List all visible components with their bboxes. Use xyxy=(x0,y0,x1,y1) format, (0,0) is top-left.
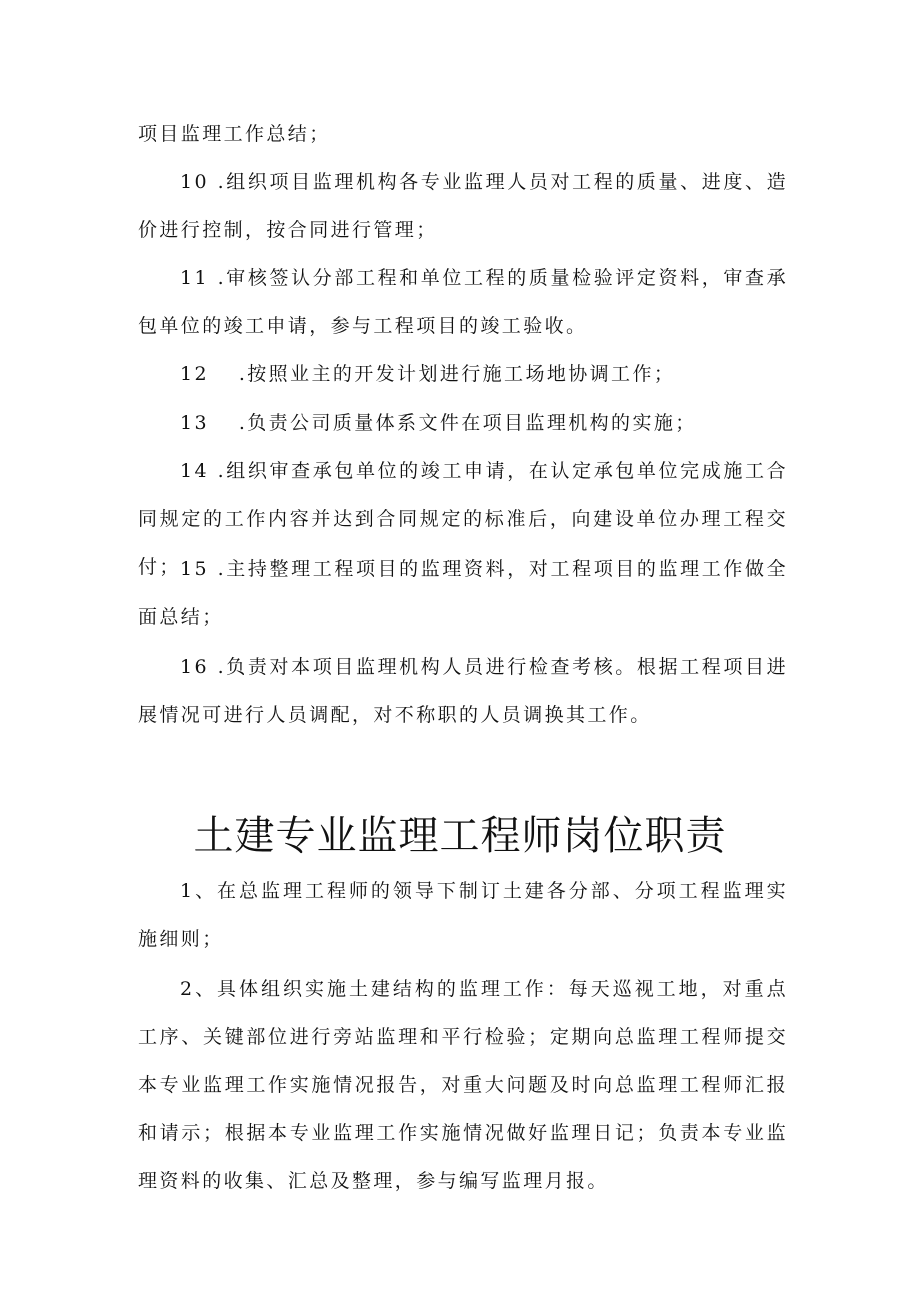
civil-duty-item-1: 1、在总监理工程师的领导下制订土建各分部、分项工程监理实施细则； xyxy=(138,880,788,950)
continuation-text: 项目监理工作总结； xyxy=(138,123,331,145)
duty-item-13: 13 .负责公司质量体系文件在项目监理机构的实施； xyxy=(180,412,697,434)
duty-item-12: 12 .按照业主的开发计划进行施工场地协调工作； xyxy=(180,363,676,385)
duty-item-11: 11 .审核签认分部工程和单位工程的质量检验评定资料，审查承包单位的竣工申请，参与工程项目的竣工验收。 xyxy=(138,267,788,337)
duty-item-16: 16 .负责对本项目监理机构人员进行检查考核。根据工程项目进展情况可进行人员调配，对不称职的人员调换其工作。 xyxy=(138,656,788,726)
duty-item-15: 15 .主持整理工程项目的监理资料，对工程项目的监理工作做全面总结； xyxy=(138,558,788,628)
duty-item-14: 14 .组织审查承包单位的竣工申请，在认定承包单位完成施工合同规定的工作内容并达到合同规定的标准后，向建设单位办理工程交付； xyxy=(138,460,788,578)
civil-duty-item-2: 2、具体组织实施土建结构的监理工作：每天巡视工地，对重点工序、关键部位进行旁站监理和平行检验；定期向总监理工程师提交本专业监理工作实施情况报告，对重大问题及时向总监理工程师汇报和请示；根据本专业监理工作实施情况做好监理日记；负责本专业监理资料的收集、汇总及整理，参与编写监理月报。 xyxy=(138,978,788,1192)
section-title: 土建专业监理工程师岗位职责 xyxy=(193,813,727,859)
duty-item-10: 10 .组织项目监理机构各专业监理人员对工程的质量、进度、造价进行控制，按合同进行管理； xyxy=(138,171,788,241)
